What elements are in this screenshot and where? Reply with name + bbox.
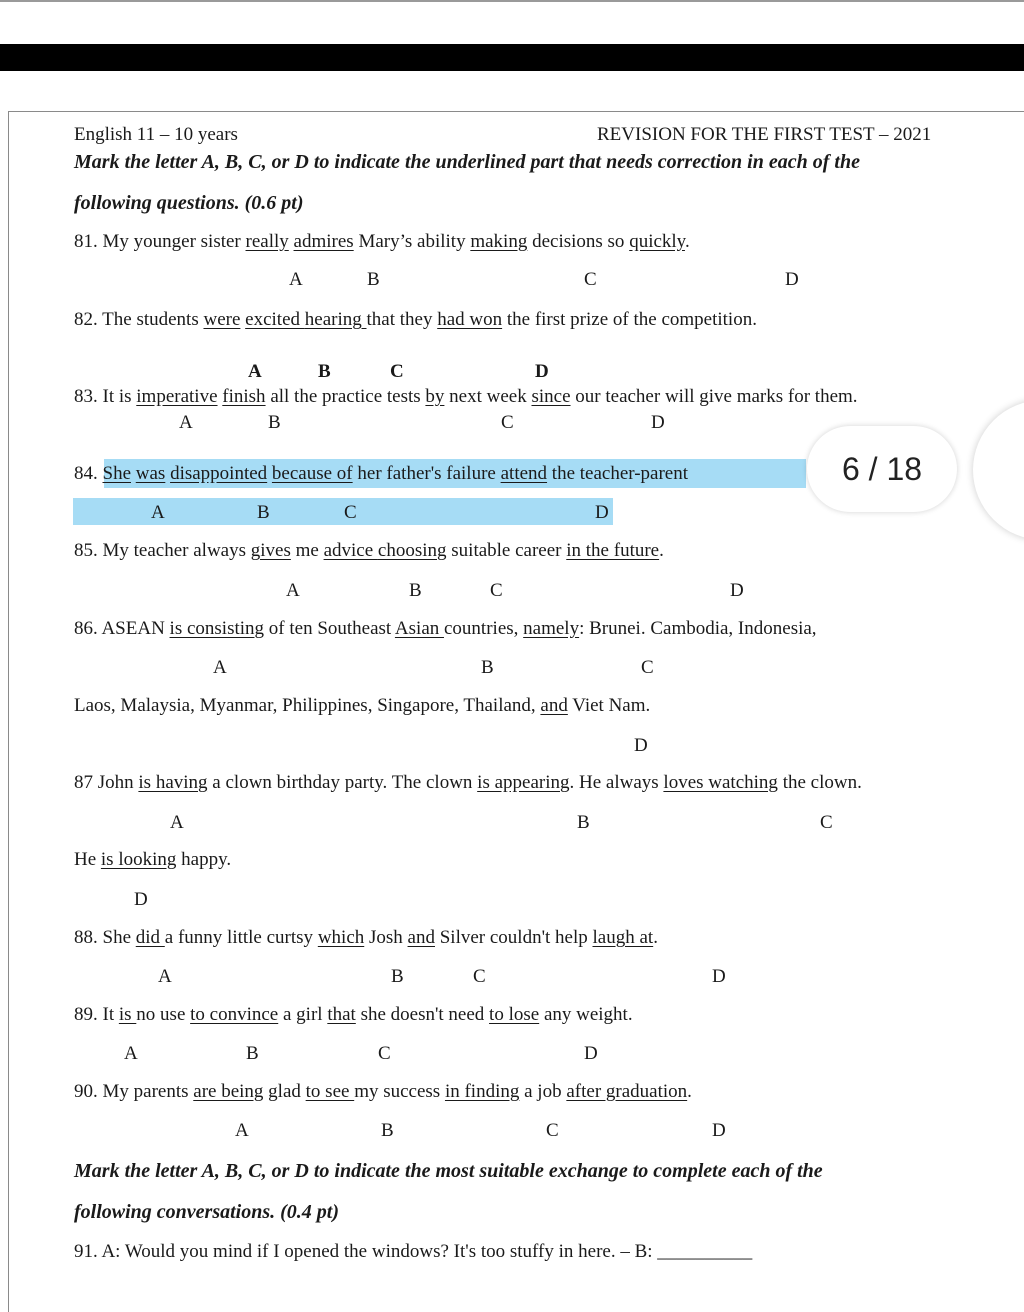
q88-label-a: A: [158, 966, 172, 987]
q89-label-b: B: [246, 1043, 259, 1064]
q86-label-d: D: [634, 735, 648, 756]
q85-label-c: C: [490, 580, 503, 601]
q81-label-c: C: [584, 269, 597, 290]
q85-label-a: A: [286, 580, 300, 601]
question-91: 91. A: Would you mind if I opened the windows? It's too stuffy in here. – B: __________: [74, 1241, 753, 1262]
section2-instruction-line1: Mark the letter A, B, C, or D to indicate the most suitable exchange to complete each of the: [74, 1160, 823, 1182]
q83-label-b: B: [268, 412, 281, 433]
section2-instruction-line2: following conversations. (0.4 pt): [74, 1201, 340, 1223]
q89-label-c: C: [378, 1043, 391, 1064]
q87-label-c: C: [820, 812, 833, 833]
q82-label-b: B: [318, 361, 331, 382]
top-divider: [0, 0, 1024, 2]
question-89: 89. It is no use to convince a girl that she doesn't need to lose any weight.: [74, 1004, 633, 1025]
q83-label-c: C: [501, 412, 514, 433]
q83-label-a: A: [179, 412, 193, 433]
q82-label-c: C: [390, 361, 404, 382]
header-right: REVISION FOR THE FIRST TEST – 2021: [597, 124, 932, 145]
q87-label-a: A: [170, 812, 184, 833]
question-87-line2: He is looking happy.: [74, 849, 232, 870]
q86-label-a: A: [213, 657, 227, 678]
q88-label-d: D: [712, 966, 726, 987]
q83-label-d: D: [651, 412, 665, 433]
question-87: 87 John is having a clown birthday party. The clown is appearing. He always loves watching the clown.: [74, 772, 862, 793]
answer-blank[interactable]: __________: [657, 1241, 753, 1262]
question-81: 81. My younger sister really admires Mary’s ability making decisions so quickly.: [74, 231, 690, 252]
q81-label-b: B: [367, 269, 380, 290]
section1-instruction-line2: following questions. (0.6 pt): [74, 192, 304, 214]
q88-label-b: B: [391, 966, 404, 987]
q84-label-c: C: [344, 502, 357, 523]
q90-label-c: C: [546, 1120, 559, 1141]
q89-label-d: D: [584, 1043, 598, 1064]
q85-label-b: B: [409, 580, 422, 601]
q87-label-b: B: [577, 812, 590, 833]
question-82: 82. The students were excited hearing that they had won the first prize of the competition.: [74, 309, 757, 330]
q88-label-c: C: [473, 966, 486, 987]
question-86: 86. ASEAN is consisting of ten Southeast Asian countries, namely: Brunei. Cambodia, Indonesia,: [74, 618, 817, 639]
section1-instruction-line1: Mark the letter A, B, C, or D to indicate the underlined part that needs correction in each of the: [74, 151, 860, 173]
header-left: English 11 – 10 years: [74, 124, 238, 145]
q86-label-b: B: [481, 657, 494, 678]
q90-label-a: A: [235, 1120, 249, 1141]
question-90: 90. My parents are being glad to see my success in finding a job after graduation.: [74, 1081, 692, 1102]
black-bar: [0, 44, 1024, 71]
question-86-line2: Laos, Malaysia, Myanmar, Philippines, Singapore, Thailand, and Viet Nam.: [74, 695, 651, 716]
q81-label-a: A: [289, 269, 303, 290]
q84-label-b: B: [257, 502, 270, 523]
q81-label-d: D: [785, 269, 799, 290]
q90-label-d: D: [712, 1120, 726, 1141]
q82-label-a: A: [248, 361, 262, 382]
q86-label-c: C: [641, 657, 654, 678]
q85-label-d: D: [730, 580, 744, 601]
q84-label-a: A: [151, 502, 165, 523]
question-85: 85. My teacher always gives me advice choosing suitable career in the future.: [74, 540, 664, 561]
question-84: 84. She was disappointed because of her father's failure attend the teacher-parent: [74, 463, 689, 484]
q89-label-a: A: [124, 1043, 138, 1064]
question-83: 83. It is imperative finish all the practice tests by next week since our teacher will give marks for them.: [74, 386, 858, 407]
question-88: 88. She did a funny little curtsy which Josh and Silver couldn't help laugh at.: [74, 927, 658, 948]
q82-label-d: D: [535, 361, 549, 382]
q90-label-b: B: [381, 1120, 394, 1141]
page-counter: 6 / 18: [807, 426, 957, 512]
q84-label-d: D: [595, 502, 609, 523]
q87-label-d: D: [134, 889, 148, 910]
